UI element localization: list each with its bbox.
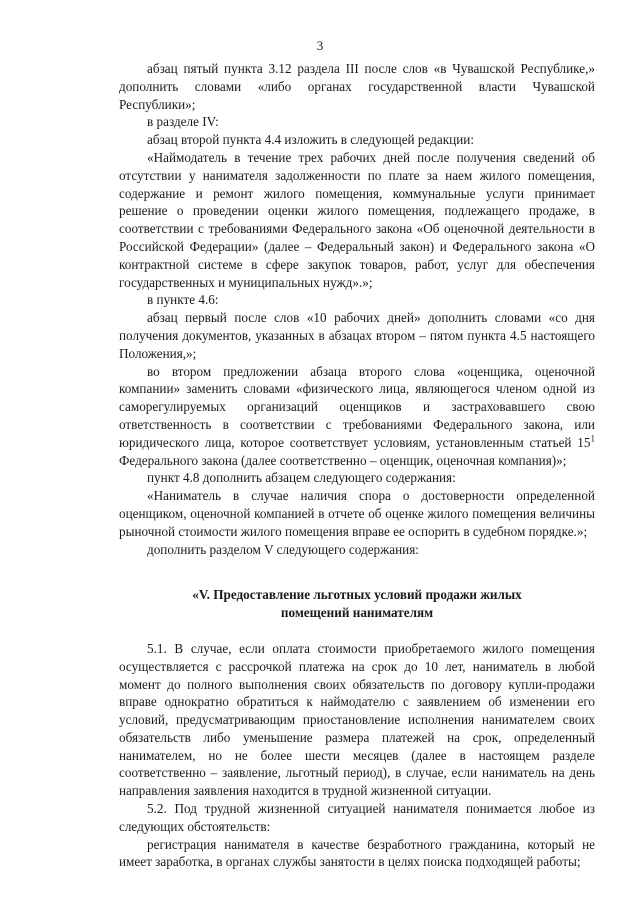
section-heading-line: «V. Предоставление льготных условий продажи жилых <box>192 587 522 603</box>
paragraph: в пункте 4.6: <box>147 292 219 308</box>
paragraph-text: Федерального закона (далее соответственно – оценщик, оценочная компания)»; <box>119 452 567 468</box>
paragraph: пункт 4.8 дополнить абзацем следующего содержания: <box>147 470 456 486</box>
paragraph-text: во втором предложении абзаца второго слова «оценщика, оценочной компании» заменить словами «физического лица, являющегося членом одной из саморегулируемых организаций оценщиков и застраховавшего свою ответственность в соответствии с требованиями Федерального закона, или юридического лица, которое соответствует условиям, установленным статьей 15 <box>119 363 595 450</box>
page-number: 3 <box>316 38 324 53</box>
paragraph: 5.2. Под трудной жизненной ситуацией нанимателя понимается любое из следующих обстоятельств: <box>119 801 595 834</box>
paragraph: «Наниматель в случае наличия спора о достоверности определенной оценщиком, оценочной компанией в отчете об оценке жилого помещения величины рыночной стоимости жилого помещения вправе ее оспорить в судебном порядке.»; <box>119 488 595 539</box>
document-body <box>119 60 595 871</box>
paragraph: 5.1. В случае, если оплата стоимости приобретаемого жилого помещения осуществляется с рассрочкой платежа на срок до 10 лет, наниматель в любой момент до полного выполнения своих обязательств по договору купли-продажи вправе однократно обратиться к наймодателю с заявлением об изменении его условий, предусматривающим приостановление исполнения нанимателем своих обязательств либо уменьшение размера платежей на срок, определенный нанимателем, но не более шести месяцев (далее в настоящем разделе соответственно – заявление, льготный период), в случае, если наниматель на день направления заявления находится в трудной жизненной ситуации. <box>119 640 595 799</box>
paragraph: абзац первый после слов «10 рабочих дней» дополнить словами «со дня получения документов, указанных в абзацах втором – пятом пункта 4.5 настоящего Положения,»; <box>119 310 595 361</box>
paragraph: абзац пятый пункта 3.12 раздела III после слов «в Чувашской Республике,» дополнить словами «либо органах государственной власти Чувашской Республики»; <box>119 61 595 112</box>
paragraph: «Наймодатель в течение трех рабочих дней после получения сведений об отсутствии у нанимателя задолженности по плате за наем жилого помещения, содержание и ремонт жилого помещения, коммунальные услуги принимает решение о проведении оценки жилого помещения, подлежащего продаже, в соответствии с требованиями Федерального закона «Об оценочной деятельности в Российской Федерации» (далее – Федеральный закон) и Федерального закона «О контрактной системе в сфере закупок товаров, работ, услуг для обеспечения государственных и муниципальных нужд».»; <box>119 149 595 290</box>
paragraph-with-superscript <box>119 363 595 470</box>
paragraph: дополнить разделом V следующего содержания: <box>147 541 419 557</box>
section-heading-line: помещений нанимателям <box>280 605 434 621</box>
paragraph: в разделе IV: <box>147 114 219 130</box>
section-heading <box>119 586 595 622</box>
superscript: 1 <box>590 433 595 444</box>
paragraph: регистрация нанимателя в качестве безработного гражданина, который не имеет заработка, в органах службы занятости в целях поиска подходящей работы; <box>119 836 595 870</box>
paragraph: абзац второй пункта 4.4 изложить в следующей редакции: <box>147 132 474 148</box>
